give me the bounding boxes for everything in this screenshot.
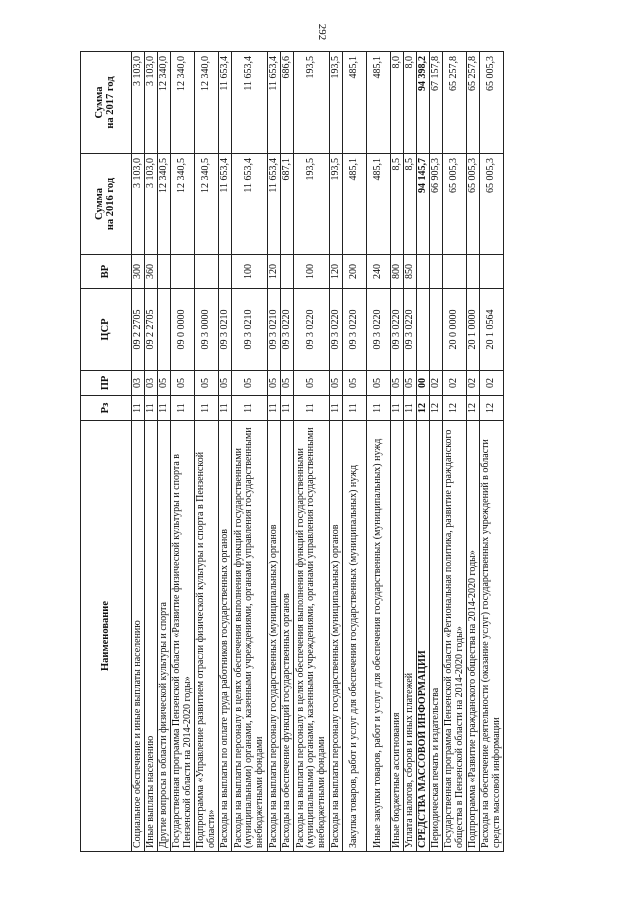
table-cell-vr xyxy=(171,255,195,289)
table-cell-vr: 120 xyxy=(268,255,281,289)
table-cell-sum-2017: 8,0 xyxy=(391,52,404,154)
table-cell-sum-2017: 65 257,8 xyxy=(443,52,467,154)
header-rz: Рз xyxy=(81,396,132,421)
table-cell-vr xyxy=(443,255,467,289)
table-body xyxy=(132,52,504,852)
page-number: 292 xyxy=(316,23,328,41)
table-cell-vr: 800 xyxy=(391,255,404,289)
table-cell-name: Периодическая печать и издательства xyxy=(430,421,443,852)
table-cell-pr: 05 xyxy=(195,371,219,396)
table-cell-sum-2016: 12 340,5 xyxy=(158,154,171,255)
table-cell-name: Расходы на выплаты персоналу в целях обеспечения выполнения функций государственными (муниципальными) органами, казенными учреждениями, органами управления государственными внебюджетными фондами xyxy=(294,421,330,852)
table-cell-vr xyxy=(417,255,430,289)
table-cell-sum-2016: 3 103,0 xyxy=(132,154,145,255)
table-cell-name: Государственная программа Пензенской области «Региональная политика, развитие гражданского общества в Пензенской области на 2014-2020 годы» xyxy=(443,421,467,852)
table-row xyxy=(219,52,232,852)
table-cell-csr: 09 3 0220 xyxy=(391,289,404,371)
header-csr: ЦСР xyxy=(81,289,132,371)
table-cell-csr: 09 3 0210 xyxy=(268,289,281,371)
table-cell-name: Уплата налогов, сборов и иных платежей xyxy=(404,421,417,852)
table-cell-csr: 09 3 0210 xyxy=(232,289,268,371)
table-cell-rz: 11 xyxy=(232,396,268,421)
table-cell-pr: 05 xyxy=(404,371,417,396)
table-cell-name: СРЕДСТВА МАССОВОЙ ИНФОРМАЦИИ xyxy=(417,421,430,852)
table-cell-sum-2017: 12 340,0 xyxy=(195,52,219,154)
table-cell-csr: 09 3 0000 xyxy=(195,289,219,371)
table-cell-vr xyxy=(480,255,504,289)
header-name: Наименование xyxy=(81,421,132,852)
table-cell-name: Расходы на выплаты по оплате труда работников государственных органов xyxy=(219,421,232,852)
table-cell-name: Государственная программа Пензенской области «Развитие физической культуры и спорта в Пензенской области на 2014-2020 годы» xyxy=(171,421,195,852)
table-cell-sum-2017: 12 340,0 xyxy=(158,52,171,154)
table-cell-rz: 11 xyxy=(391,396,404,421)
table-cell-vr: 100 xyxy=(232,255,268,289)
table-row xyxy=(480,52,504,852)
table-cell-vr xyxy=(281,255,294,289)
table-cell-csr: 09 3 0220 xyxy=(367,289,391,371)
table-cell-name: Расходы на обеспечение деятельности (оказание услуг) государственных учреждений в области средств массовой информации xyxy=(480,421,504,852)
table-cell-name: Другие вопросы в области физической культуры и спорта xyxy=(158,421,171,852)
table-cell-rz: 11 xyxy=(158,396,171,421)
budget-table-sheet xyxy=(80,52,560,852)
table-cell-sum-2017: 485,1 xyxy=(367,52,391,154)
table-cell-rz: 11 xyxy=(281,396,294,421)
table-cell-name: Расходы на выплаты персоналу государственных (муниципальных) органов xyxy=(268,421,281,852)
table-cell-csr: 20 1 0564 xyxy=(480,289,504,371)
header-vr: ВР xyxy=(81,255,132,289)
table-cell-rz: 11 xyxy=(219,396,232,421)
table-cell-pr: 02 xyxy=(467,371,480,396)
table-cell-csr: 09 3 0220 xyxy=(330,289,343,371)
table-cell-sum-2016: 11 653,4 xyxy=(219,154,232,255)
table-cell-rz: 12 xyxy=(467,396,480,421)
table-cell-csr: 09 2 2705 xyxy=(132,289,145,371)
table-cell-csr: 09 3 0220 xyxy=(281,289,294,371)
table-cell-vr: 240 xyxy=(367,255,391,289)
table-cell-rz: 11 xyxy=(132,396,145,421)
table-cell-sum-2016: 65 005,3 xyxy=(467,154,480,255)
table-cell-sum-2016: 65 005,3 xyxy=(480,154,504,255)
table-row xyxy=(281,52,294,852)
table-cell-rz: 11 xyxy=(195,396,219,421)
table-cell-pr: 05 xyxy=(367,371,391,396)
table-cell-pr: 05 xyxy=(281,371,294,396)
table-cell-sum-2016: 193,5 xyxy=(330,154,343,255)
table-row xyxy=(443,52,467,852)
table-cell-sum-2016: 11 653,4 xyxy=(232,154,268,255)
table-cell-rz: 11 xyxy=(268,396,281,421)
header-sum-2016: Сумма на 2016 год xyxy=(81,154,132,255)
table-cell-rz: 12 xyxy=(430,396,443,421)
table-cell-name: Подпрограмма «Управление развитием отрасли физической культуры и спорта в Пензенской области» xyxy=(195,421,219,852)
table-cell-vr: 200 xyxy=(343,255,367,289)
table-row xyxy=(391,52,404,852)
table-cell-csr: 09 2 2705 xyxy=(145,289,158,371)
table-cell-vr xyxy=(158,255,171,289)
table-cell-vr: 120 xyxy=(330,255,343,289)
table-cell-name: Социальное обеспечение и иные выплаты населению xyxy=(132,421,145,852)
table-cell-pr: 05 xyxy=(294,371,330,396)
table-row xyxy=(195,52,219,852)
table-cell-vr xyxy=(219,255,232,289)
table-cell-sum-2016: 12 340,5 xyxy=(171,154,195,255)
table-cell-sum-2016: 94 145,7 xyxy=(417,154,430,255)
table-cell-pr: 05 xyxy=(232,371,268,396)
table-cell-pr: 05 xyxy=(391,371,404,396)
table-cell-pr: 05 xyxy=(330,371,343,396)
table-cell-sum-2016: 193,5 xyxy=(294,154,330,255)
table-cell-rz: 11 xyxy=(404,396,417,421)
table-cell-sum-2017: 193,5 xyxy=(294,52,330,154)
table-cell-rz: 11 xyxy=(294,396,330,421)
table-cell-pr: 03 xyxy=(132,371,145,396)
table-row xyxy=(467,52,480,852)
table-cell-rz: 11 xyxy=(145,396,158,421)
table-row xyxy=(404,52,417,852)
table-cell-rz: 12 xyxy=(480,396,504,421)
table-cell-csr: 20 0 0000 xyxy=(443,289,467,371)
table-cell-pr: 02 xyxy=(480,371,504,396)
table-cell-pr: 02 xyxy=(430,371,443,396)
table-cell-rz: 11 xyxy=(367,396,391,421)
table-row xyxy=(232,52,268,852)
table-cell-pr: 02 xyxy=(443,371,467,396)
table-cell-pr: 05 xyxy=(219,371,232,396)
table-cell-sum-2016: 12 340,5 xyxy=(195,154,219,255)
table-cell-sum-2016: 485,1 xyxy=(367,154,391,255)
table-cell-sum-2016: 66 905,3 xyxy=(430,154,443,255)
header-row xyxy=(81,52,132,852)
table-cell-pr: 05 xyxy=(158,371,171,396)
table-row xyxy=(145,52,158,852)
table-cell-vr xyxy=(467,255,480,289)
table-cell-sum-2016: 485,1 xyxy=(343,154,367,255)
header-pr: ПР xyxy=(81,371,132,396)
table-cell-sum-2017: 11 653,4 xyxy=(219,52,232,154)
header-sum-2017: Сумма на 2017 год xyxy=(81,52,132,154)
table-cell-vr xyxy=(430,255,443,289)
table-cell-pr: 00 xyxy=(417,371,430,396)
table-cell-vr: 360 xyxy=(145,255,158,289)
table-cell-vr xyxy=(195,255,219,289)
table-cell-sum-2017: 11 653,4 xyxy=(268,52,281,154)
table-cell-name: Подпрограмма «Развитие гражданского общества на 2014-2020 годы» xyxy=(467,421,480,852)
table-cell-vr: 300 xyxy=(132,255,145,289)
table-cell-sum-2017: 3 103,0 xyxy=(145,52,158,154)
table-cell-pr: 05 xyxy=(268,371,281,396)
table-cell-pr: 05 xyxy=(343,371,367,396)
table-cell-sum-2017: 12 340,0 xyxy=(171,52,195,154)
table-cell-vr: 100 xyxy=(294,255,330,289)
table-cell-csr xyxy=(158,289,171,371)
table-cell-name: Расходы на выплаты персоналу государственных (муниципальных) органов xyxy=(330,421,343,852)
table-cell-pr: 03 xyxy=(145,371,158,396)
table-cell-sum-2017: 65 005,3 xyxy=(480,52,504,154)
table-cell-csr xyxy=(430,289,443,371)
table-cell-rz: 12 xyxy=(443,396,467,421)
table-cell-sum-2016: 3 103,0 xyxy=(145,154,158,255)
rotated-page xyxy=(80,52,560,852)
table-cell-name: Закупка товаров, работ и услуг для обеспечения государственных (муниципальных) нужд xyxy=(343,421,367,852)
table-cell-csr: 09 3 0210 xyxy=(219,289,232,371)
table-cell-rz: 12 xyxy=(417,396,430,421)
table-cell-csr: 09 3 0220 xyxy=(294,289,330,371)
table-row xyxy=(367,52,391,852)
table-row xyxy=(171,52,195,852)
budget-table xyxy=(80,51,504,852)
table-cell-csr: 09 0 0000 xyxy=(171,289,195,371)
table-row xyxy=(294,52,330,852)
table-cell-sum-2017: 485,1 xyxy=(343,52,367,154)
table-cell-sum-2016: 8,5 xyxy=(404,154,417,255)
table-cell-name: Расходы на обеспечение функций государственных органов xyxy=(281,421,294,852)
table-cell-sum-2017: 11 653,4 xyxy=(232,52,268,154)
table-cell-rz: 11 xyxy=(171,396,195,421)
table-cell-vr: 850 xyxy=(404,255,417,289)
table-cell-csr xyxy=(417,289,430,371)
table-cell-csr: 09 3 0220 xyxy=(404,289,417,371)
table-cell-sum-2016: 687,1 xyxy=(281,154,294,255)
table-cell-sum-2017: 65 257,8 xyxy=(467,52,480,154)
table-cell-sum-2016: 11 653,4 xyxy=(268,154,281,255)
table-cell-sum-2016: 65 005,3 xyxy=(443,154,467,255)
table-cell-name: Расходы на выплаты персоналу в целях обеспечения выполнения функций государственными (муниципальными) органами, казенными учреждениями, органами управления государственными внебюджетными фондами xyxy=(232,421,268,852)
table-cell-sum-2016: 8,5 xyxy=(391,154,404,255)
table-row xyxy=(330,52,343,852)
table-cell-sum-2017: 193,5 xyxy=(330,52,343,154)
table-cell-csr: 09 3 0220 xyxy=(343,289,367,371)
table-cell-sum-2017: 3 103,0 xyxy=(132,52,145,154)
table-row xyxy=(430,52,443,852)
table-cell-sum-2017: 686,6 xyxy=(281,52,294,154)
table-cell-csr: 20 1 0000 xyxy=(467,289,480,371)
table-row xyxy=(417,52,430,852)
table-row xyxy=(343,52,367,852)
table-cell-pr: 05 xyxy=(171,371,195,396)
table-row xyxy=(268,52,281,852)
table-cell-sum-2017: 67 157,8 xyxy=(430,52,443,154)
table-cell-name: Иные закупки товаров, работ и услуг для обеспечения государственных (муниципальных) нужд xyxy=(367,421,391,852)
table-cell-rz: 11 xyxy=(343,396,367,421)
table-row xyxy=(132,52,145,852)
table-cell-sum-2017: 8,0 xyxy=(404,52,417,154)
table-cell-name: Иные бюджетные ассигнования xyxy=(391,421,404,852)
table-cell-rz: 11 xyxy=(330,396,343,421)
table-cell-sum-2017: 94 398,2 xyxy=(417,52,430,154)
table-cell-name: Иные выплаты населению xyxy=(145,421,158,852)
table-row xyxy=(158,52,171,852)
